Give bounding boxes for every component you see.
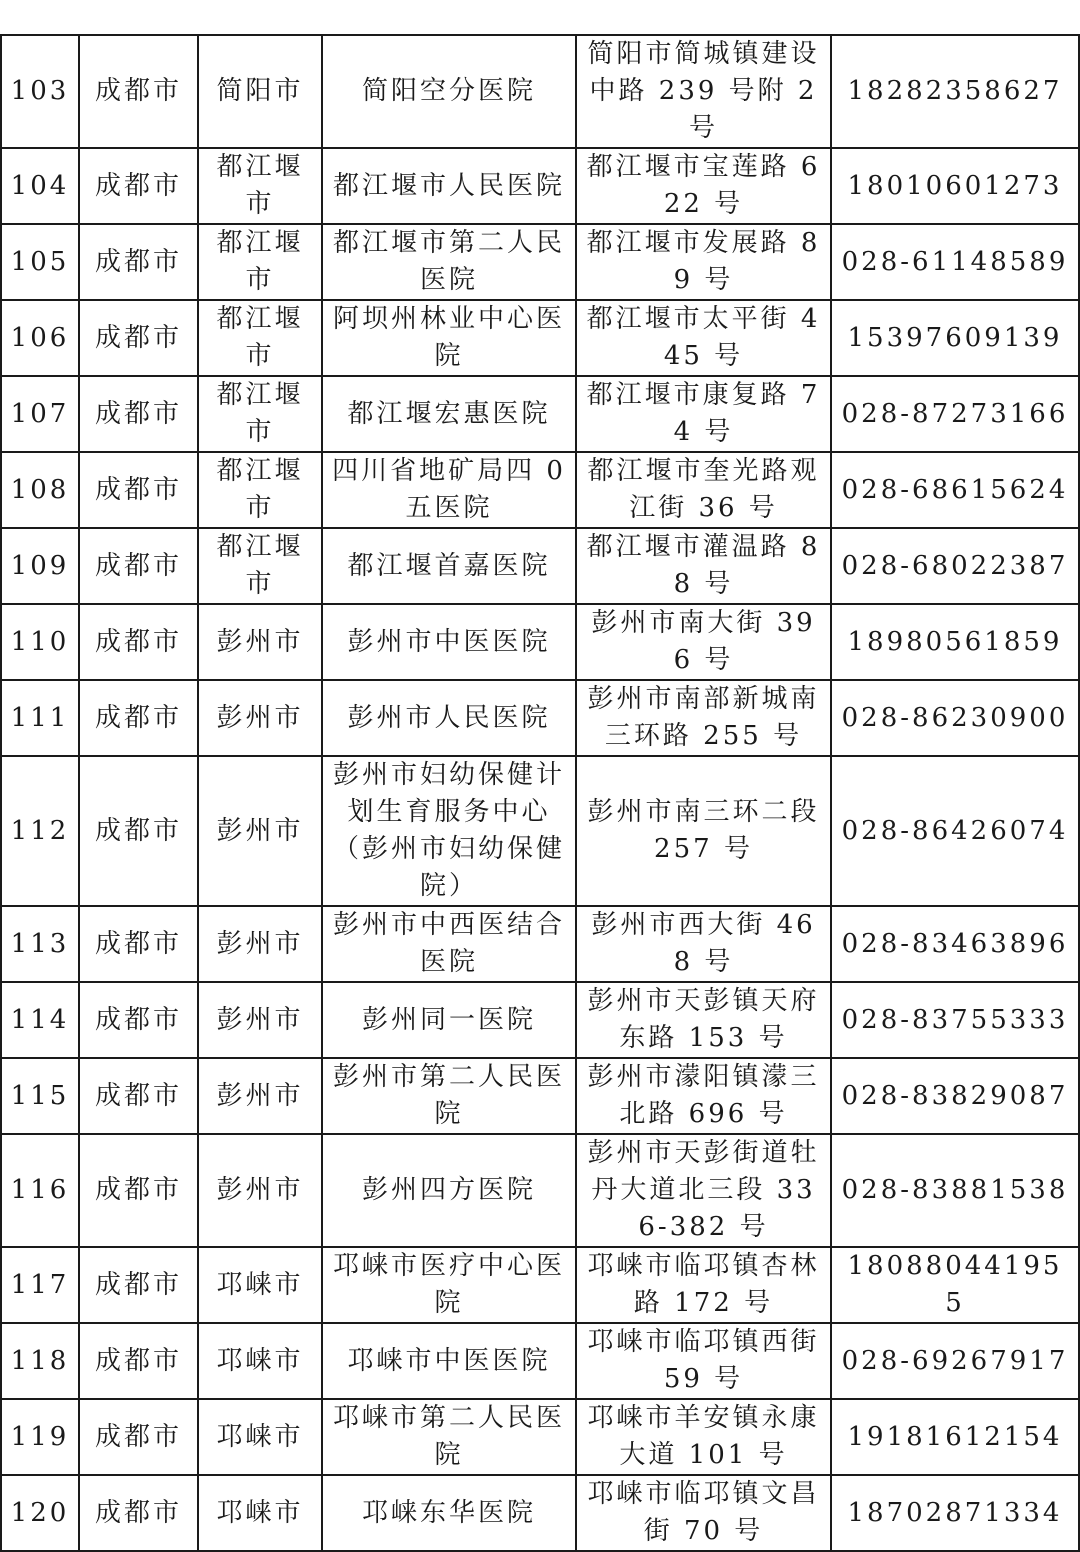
row-number: 107 — [1, 376, 79, 452]
phone-cell: 15397609139 — [831, 300, 1079, 376]
address-cell: 彭州市天彭街道牡丹大道北三段 336-382 号 — [576, 1134, 831, 1247]
row-number: 114 — [1, 982, 79, 1058]
county-cell: 都江堰市 — [198, 452, 322, 528]
phone-cell: 028-86426074 — [831, 756, 1079, 906]
phone-cell: 028-83829087 — [831, 1058, 1079, 1134]
city-cell: 成都市 — [79, 148, 198, 224]
phone-cell: 028-68022387 — [831, 528, 1079, 604]
row-number: 109 — [1, 528, 79, 604]
city-cell: 成都市 — [79, 376, 198, 452]
phone-cell: 19181612154 — [831, 1399, 1079, 1475]
table-row — [1, 376, 1079, 452]
hospital-name-cell: 四川省地矿局四 0 五医院 — [322, 452, 576, 528]
row-number: 111 — [1, 680, 79, 756]
phone-cell: 180880441955 — [831, 1247, 1079, 1323]
row-number: 104 — [1, 148, 79, 224]
address-cell: 彭州市濛阳镇濛三北路 696 号 — [576, 1058, 831, 1134]
hospital-name-cell: 邛崃市第二人民医院 — [322, 1399, 576, 1475]
city-cell: 成都市 — [79, 35, 198, 148]
table-row — [1, 1247, 1079, 1323]
hospital-table-body — [1, 35, 1079, 1551]
hospital-name-cell: 都江堰市人民医院 — [322, 148, 576, 224]
city-cell: 成都市 — [79, 906, 198, 982]
county-cell: 邛崃市 — [198, 1323, 322, 1399]
phone-cell: 028-83463896 — [831, 906, 1079, 982]
city-cell: 成都市 — [79, 604, 198, 680]
phone-cell: 028-83755333 — [831, 982, 1079, 1058]
table-row — [1, 528, 1079, 604]
address-cell: 都江堰市康复路 74 号 — [576, 376, 831, 452]
row-number: 103 — [1, 35, 79, 148]
table-row — [1, 1475, 1079, 1551]
address-cell: 彭州市南部新城南三环路 255 号 — [576, 680, 831, 756]
table-row — [1, 982, 1079, 1058]
table-row — [1, 906, 1079, 982]
city-cell: 成都市 — [79, 1058, 198, 1134]
phone-cell: 028-61148589 — [831, 224, 1079, 300]
table-row — [1, 452, 1079, 528]
county-cell: 彭州市 — [198, 604, 322, 680]
county-cell: 彭州市 — [198, 982, 322, 1058]
hospital-name-cell: 彭州四方医院 — [322, 1134, 576, 1247]
county-cell: 彭州市 — [198, 1134, 322, 1247]
row-number: 120 — [1, 1475, 79, 1551]
table-row — [1, 1134, 1079, 1247]
table-row — [1, 1399, 1079, 1475]
row-number: 112 — [1, 756, 79, 906]
phone-cell: 028-68615624 — [831, 452, 1079, 528]
hospital-name-cell: 邛崃市中医医院 — [322, 1323, 576, 1399]
hospital-name-cell: 彭州市人民医院 — [322, 680, 576, 756]
table-row — [1, 300, 1079, 376]
county-cell: 彭州市 — [198, 1058, 322, 1134]
table-row — [1, 680, 1079, 756]
row-number: 108 — [1, 452, 79, 528]
hospital-name-cell: 简阳空分医院 — [322, 35, 576, 148]
table-row — [1, 1058, 1079, 1134]
row-number: 118 — [1, 1323, 79, 1399]
county-cell: 都江堰市 — [198, 528, 322, 604]
address-cell: 彭州市天彭镇天府东路 153 号 — [576, 982, 831, 1058]
county-cell: 都江堰市 — [198, 300, 322, 376]
phone-cell: 028-69267917 — [831, 1323, 1079, 1399]
address-cell: 彭州市南大街 396 号 — [576, 604, 831, 680]
hospital-name-cell: 邛崃市医疗中心医院 — [322, 1247, 576, 1323]
phone-cell: 028-87273166 — [831, 376, 1079, 452]
address-cell: 都江堰市发展路 89 号 — [576, 224, 831, 300]
hospital-name-cell: 彭州同一医院 — [322, 982, 576, 1058]
address-cell: 邛崃市临邛镇文昌街 70 号 — [576, 1475, 831, 1551]
row-number: 116 — [1, 1134, 79, 1247]
address-cell: 简阳市简城镇建设中路 239 号附 2 号 — [576, 35, 831, 148]
row-number: 106 — [1, 300, 79, 376]
hospital-name-cell: 彭州市中西医结合医院 — [322, 906, 576, 982]
city-cell: 成都市 — [79, 1475, 198, 1551]
table-row — [1, 148, 1079, 224]
address-cell: 都江堰市太平街 445 号 — [576, 300, 831, 376]
city-cell: 成都市 — [79, 224, 198, 300]
city-cell: 成都市 — [79, 982, 198, 1058]
address-cell: 都江堰市宝莲路 622 号 — [576, 148, 831, 224]
hospital-name-cell: 彭州市中医医院 — [322, 604, 576, 680]
city-cell: 成都市 — [79, 528, 198, 604]
address-cell: 邛崃市临邛镇杏林路 172 号 — [576, 1247, 831, 1323]
city-cell: 成都市 — [79, 680, 198, 756]
hospital-name-cell: 都江堰宏惠医院 — [322, 376, 576, 452]
row-number: 117 — [1, 1247, 79, 1323]
phone-cell: 18702871334 — [831, 1475, 1079, 1551]
city-cell: 成都市 — [79, 452, 198, 528]
row-number: 113 — [1, 906, 79, 982]
hospital-table — [0, 34, 1080, 1552]
county-cell: 彭州市 — [198, 756, 322, 906]
table-row — [1, 604, 1079, 680]
table-row — [1, 35, 1079, 148]
phone-cell: 18980561859 — [831, 604, 1079, 680]
hospital-name-cell: 邛崃东华医院 — [322, 1475, 576, 1551]
county-cell: 简阳市 — [198, 35, 322, 148]
city-cell: 成都市 — [79, 1247, 198, 1323]
hospital-name-cell: 都江堰市第二人民医院 — [322, 224, 576, 300]
table-row — [1, 1323, 1079, 1399]
table-row — [1, 756, 1079, 906]
county-cell: 都江堰市 — [198, 148, 322, 224]
county-cell: 邛崃市 — [198, 1247, 322, 1323]
row-number: 110 — [1, 604, 79, 680]
phone-cell: 028-83881538 — [831, 1134, 1079, 1247]
row-number: 115 — [1, 1058, 79, 1134]
hospital-name-cell: 彭州市第二人民医院 — [322, 1058, 576, 1134]
city-cell: 成都市 — [79, 1323, 198, 1399]
county-cell: 都江堰市 — [198, 376, 322, 452]
address-cell: 都江堰市灌温路 88 号 — [576, 528, 831, 604]
phone-cell: 18010601273 — [831, 148, 1079, 224]
county-cell: 彭州市 — [198, 906, 322, 982]
city-cell: 成都市 — [79, 300, 198, 376]
address-cell: 邛崃市临邛镇西街 59 号 — [576, 1323, 831, 1399]
county-cell: 彭州市 — [198, 680, 322, 756]
address-cell: 彭州市南三环二段 257 号 — [576, 756, 831, 906]
hospital-name-cell: 阿坝州林业中心医院 — [322, 300, 576, 376]
phone-cell: 028-86230900 — [831, 680, 1079, 756]
hospital-name-cell: 彭州市妇幼保健计划生育服务中心（彭州市妇幼保健院） — [322, 756, 576, 906]
row-number: 105 — [1, 224, 79, 300]
address-cell: 都江堰市奎光路观江街 36 号 — [576, 452, 831, 528]
table-row — [1, 224, 1079, 300]
county-cell: 都江堰市 — [198, 224, 322, 300]
city-cell: 成都市 — [79, 1134, 198, 1247]
city-cell: 成都市 — [79, 756, 198, 906]
hospital-name-cell: 都江堰首嘉医院 — [322, 528, 576, 604]
address-cell: 彭州市西大街 468 号 — [576, 906, 831, 982]
address-cell: 邛崃市羊安镇永康大道 101 号 — [576, 1399, 831, 1475]
city-cell: 成都市 — [79, 1399, 198, 1475]
county-cell: 邛崃市 — [198, 1399, 322, 1475]
county-cell: 邛崃市 — [198, 1475, 322, 1551]
phone-cell: 18282358627 — [831, 35, 1079, 148]
row-number: 119 — [1, 1399, 79, 1475]
